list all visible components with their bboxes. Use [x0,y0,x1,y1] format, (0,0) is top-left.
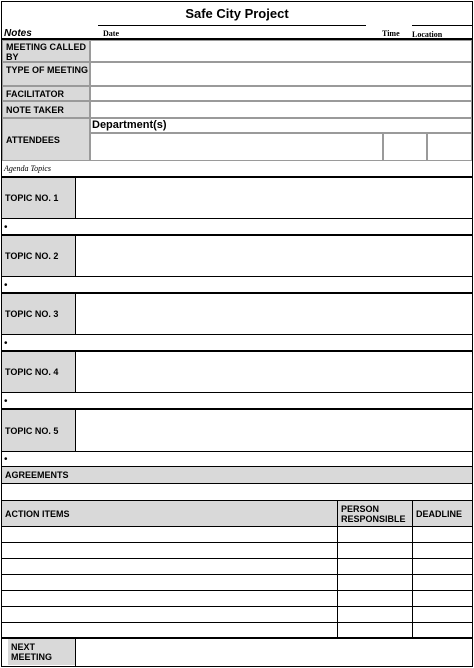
attendees-field-2[interactable] [383,133,427,161]
agreements-label: AGREEMENTS [2,467,472,483]
deadline-label: DEADLINE [413,501,472,526]
topic-1-field[interactable] [76,178,472,218]
attendees-label: ATTENDEES [2,118,90,161]
topic-3-field[interactable] [76,294,472,334]
topic-2-field[interactable] [76,236,472,276]
action-items-label: ACTION ITEMS [2,501,337,526]
agenda-topics-label: Agenda Topics [4,164,52,173]
topic-2-bottom-border [2,276,472,277]
action-item-row-1[interactable] [2,527,337,542]
topic-3-bullet: • [4,338,8,349]
topic-3-label: TOPIC NO. 3 [2,294,75,334]
action-item-row-3[interactable] [2,559,337,574]
person-responsible-label: PERSON RESPONSIBLE [338,501,412,526]
next-meeting-label: NEXT MEETING [8,639,75,665]
attendees-field-3[interactable] [427,133,472,161]
attendees-department-field[interactable] [90,133,383,161]
topic-5-label: TOPIC NO. 5 [2,410,75,451]
action-item-row-4[interactable] [2,575,337,590]
topic-5-bottom-border [2,451,472,452]
notes-label: Notes [4,28,32,39]
departments-label: Department(s) [92,119,167,131]
location-line [412,25,472,26]
note-taker-label: NOTE TAKER [2,101,90,118]
topic-4-bullet: • [4,396,8,407]
date-label: Date [103,29,119,38]
action-item-row-5[interactable] [2,591,337,606]
action-item-row-2[interactable] [2,543,337,558]
date-line [98,25,366,26]
topic-3-bottom-border [2,334,472,335]
note-taker-field[interactable] [90,101,472,118]
location-label: Location [412,30,443,39]
topic-2-label: TOPIC NO. 2 [2,236,75,276]
action-item-row-7[interactable] [2,623,337,638]
facilitator-label: FACILITATOR [2,86,90,101]
topic-4-bottom-border [2,392,472,393]
time-label: Time [382,29,400,38]
action-col-divider-1 [337,501,338,638]
document-title: Safe City Project [185,6,289,21]
topic-1-bottom-border [2,218,472,219]
facilitator-field[interactable] [90,86,472,101]
agreements-field[interactable] [2,484,472,500]
type-of-meeting-field[interactable] [90,62,472,86]
topic-4-field[interactable] [76,352,472,392]
topic-5-field[interactable] [76,410,472,451]
topic-2-bullet: • [4,280,8,291]
meeting-called-by-label: MEETING CALLED BY [2,40,90,62]
action-col-divider-2 [412,501,413,638]
topic-1-label: TOPIC NO. 1 [2,178,75,218]
next-meeting-field[interactable] [76,639,472,666]
topic-1-bullet: • [4,222,8,233]
topic-4-label: TOPIC NO. 4 [2,352,75,392]
meeting-called-by-field[interactable] [90,40,472,62]
action-item-row-6[interactable] [2,607,337,622]
topic-5-bullet: • [4,454,8,465]
type-of-meeting-label: TYPE OF MEETING [2,62,90,86]
